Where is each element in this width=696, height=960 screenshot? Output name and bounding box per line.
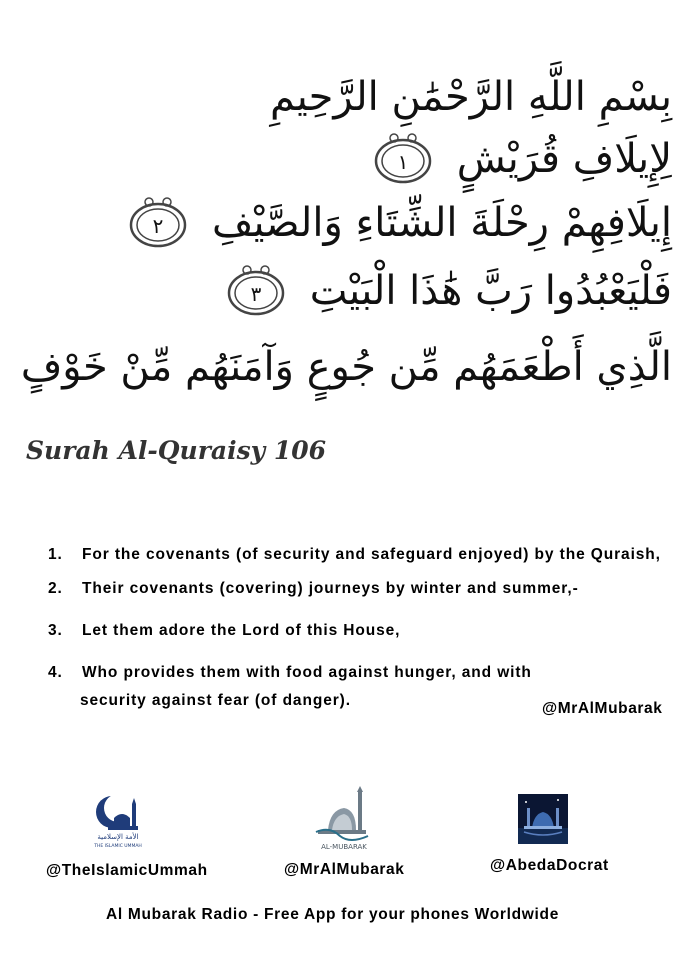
logo-text: AL-MUBARAK	[321, 843, 367, 851]
arabic-surah-block	[0, 0, 696, 420]
translation-number: 1.	[48, 546, 63, 563]
ayah-number-marker-icon	[225, 264, 287, 318]
ayah-text: إِيلَافِهِمْ رِحْلَةَ الشِّتَاءِ وَالصَّيْفِ	[212, 200, 672, 246]
translation-item	[48, 546, 661, 564]
logo-english-text: THE ISLAMIC UMMAH	[94, 844, 142, 849]
ayah-line-3	[225, 264, 672, 318]
ayah-line-2	[127, 196, 672, 250]
footer-text: Al Mubarak Radio - Free App for your phones Worldwide	[106, 906, 560, 923]
handle-mr-al-mubarak: @MrAlMubarak	[284, 861, 405, 878]
ayah-line-4	[0, 340, 672, 394]
ayah-number-marker-icon	[127, 196, 189, 250]
translation-text: Who provides them with food against hunger, and with	[82, 664, 532, 681]
ayah-number-marker-icon	[372, 132, 434, 186]
ayah-number: ١	[397, 150, 409, 174]
surah-title: Surah Al-Quraisy 106	[26, 436, 327, 465]
ayah-text: فَلْيَعْبُدُوا رَبَّ هَٰذَا الْبَيْتِ	[309, 268, 672, 314]
translation-item	[48, 622, 400, 640]
translation-text: Let them adore the Lord of this House,	[82, 622, 401, 639]
translation-number: 3.	[48, 622, 63, 639]
author-handle: @MrAlMubarak	[542, 700, 663, 717]
handle-abeda-docrat: @AbedaDocrat	[490, 857, 609, 874]
basmala-text: بِسْمِ اللَّهِ الرَّحْمَٰنِ الرَّحِيمِ	[269, 74, 672, 120]
translation-item	[48, 664, 532, 682]
translation-number: 2.	[48, 580, 63, 597]
ayah-text: الَّذِي أَطْعَمَهُم مِّن جُوعٍ وَآمَنَهُم مِّنْ خَوْفٍ	[20, 344, 672, 390]
night-mosque-photo-icon	[518, 794, 568, 844]
minaret-dome-logo-icon	[310, 786, 374, 852]
translation-number: 4.	[48, 664, 63, 681]
ayah-text: لِإِيلَافِ قُرَيْشٍ	[456, 136, 672, 182]
ayah-number: ٣	[250, 282, 262, 306]
ayah-line-1	[372, 132, 672, 186]
translation-text: Their covenants (covering) journeys by winter and summer,-	[82, 580, 579, 597]
logo-arabic-text: الأمة الإسلامية	[97, 833, 139, 841]
translation-item	[48, 580, 579, 598]
translation-continuation	[80, 692, 351, 710]
crescent-mosque-logo-icon	[92, 790, 144, 850]
translation-text: For the covenants (of security and safeguard enjoyed) by the Quraish,	[82, 546, 661, 563]
handle-islamic-ummah: @TheIslamicUmmah	[46, 862, 208, 879]
basmala-line	[270, 72, 672, 120]
ayah-number: ٢	[152, 214, 164, 238]
translation-text: security against fear (of danger).	[80, 692, 351, 709]
